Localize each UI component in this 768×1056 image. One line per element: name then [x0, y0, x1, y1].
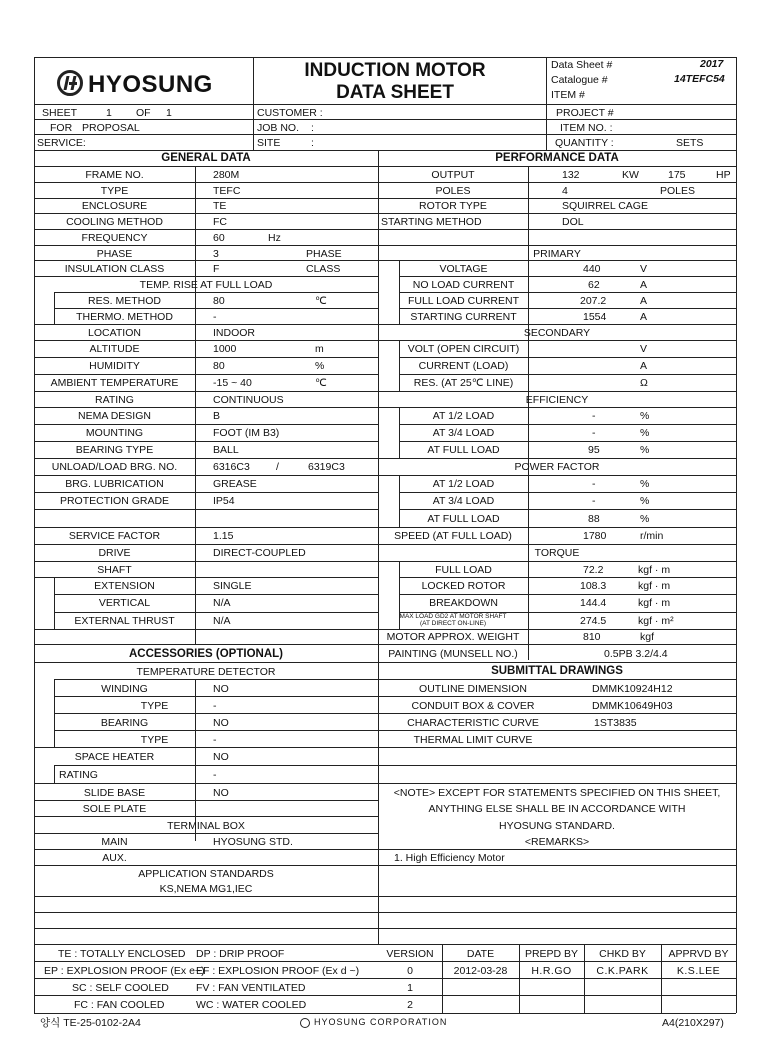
res-25-label: RES. (AT 25℃ LINE): [413, 377, 514, 389]
sheet-no: 1: [106, 107, 112, 119]
form-number: 양식 TE-25-0102-2A4: [40, 1017, 141, 1029]
frame-no-value: 280M: [213, 169, 240, 181]
weight-unit: kgf: [640, 631, 655, 643]
volt-open-circuit-label: VOLT (OPEN CIRCUIT): [407, 343, 520, 355]
external-thrust-label: EXTERNAL THRUST: [74, 615, 175, 627]
pf-34-load-unit: %: [640, 495, 650, 507]
unload-brg-label: UNLOAD/LOAD BRG. NO.: [51, 461, 178, 473]
type-value: TEFC: [213, 185, 241, 197]
brg-lubrication-value: GREASE: [213, 478, 257, 490]
doc-title-line2: DATA SHEET: [336, 82, 454, 103]
eff-half-load-value: -: [592, 410, 596, 422]
bearing-type-label-acc: TYPE: [140, 734, 169, 746]
site-colon: :: [311, 137, 314, 149]
legend-sc: SC : SELF COOLED: [72, 982, 169, 994]
characteristic-curve-value: 1ST3835: [594, 717, 637, 729]
legend-ef: EF : EXPLOSION PROOF (Ex d ~): [196, 965, 360, 977]
bearing-type-value: BALL: [213, 444, 239, 456]
revision-row-date: 2012-03-28: [453, 965, 508, 977]
conduit-box-label: CONDUIT BOX & COVER: [411, 700, 535, 712]
note-line3: HYOSUNG STANDARD.: [499, 820, 615, 832]
terminal-aux-label: AUX.: [102, 852, 127, 864]
protection-grade-value: IP54: [213, 495, 235, 507]
eff-34-load-unit: %: [640, 427, 650, 439]
pf-full-load-label: AT FULL LOAD: [427, 513, 500, 525]
for-label: FOR: [50, 122, 73, 134]
paper-size: A4(210X297): [662, 1017, 724, 1029]
full-load-current-label: FULL LOAD CURRENT: [407, 295, 520, 307]
item-label: ITEM #: [551, 89, 585, 101]
sole-plate-label: SOLE PLATE: [82, 803, 147, 815]
mounting-value: FOOT (IM B3): [213, 427, 280, 439]
starting-method-label: STARTING METHOD: [381, 216, 482, 228]
sheet-label: SHEET: [42, 107, 78, 119]
legend-te: TE : TOTALLY ENCLOSED: [58, 948, 186, 960]
breakdown-label: BREAKDOWN: [429, 597, 498, 609]
rotor-type-value: SQUIRREL CAGE: [562, 200, 648, 212]
slide-base-label: SLIDE BASE: [83, 787, 146, 799]
voltage-label: VOLTAGE: [439, 263, 488, 275]
winding-value: NO: [213, 683, 229, 695]
space-heater-label: SPACE HEATER: [74, 751, 155, 763]
revision-row-prepd: H.R.GO: [531, 965, 572, 977]
insulation-class-label: INSULATION CLASS: [64, 263, 165, 275]
project-label: PROJECT #: [556, 107, 614, 119]
enclosure-label: ENCLOSURE: [81, 200, 148, 212]
gd2-label-line2: (AT DIRECT ON-LINE): [419, 620, 487, 627]
job-no-label: JOB NO.: [257, 122, 300, 134]
job-no-colon: :: [311, 122, 314, 134]
customer-label: CUSTOMER :: [257, 107, 323, 119]
torque-full-load-unit: kgf · m: [638, 564, 671, 576]
pf-half-load-label: AT 1/2 LOAD: [432, 478, 495, 490]
extension-label: EXTENSION: [94, 580, 155, 592]
altitude-value: 1000: [213, 343, 237, 355]
unload-brg-value: 6316C3: [213, 461, 250, 473]
eff-34-load-label: AT 3/4 LOAD: [432, 427, 495, 439]
cooling-method-label: COOLING METHOD: [66, 216, 163, 228]
frequency-label: FREQUENCY: [81, 232, 148, 244]
data-sheet-label: Data Sheet #: [551, 59, 613, 71]
poles-unit: POLES: [660, 185, 696, 197]
note-line1: <NOTE> EXCEPT FOR STATEMENTS SPECIFIED ON THIS SHEET,: [393, 787, 721, 799]
bearing-value: NO: [213, 717, 229, 729]
speed-value: 1780: [583, 530, 607, 542]
starting-current-value: 1554: [583, 311, 607, 323]
ambient-temp-value: -15 ~ 40: [213, 377, 252, 389]
phase-unit: PHASE: [306, 248, 342, 260]
legend-fc: FC : FAN COOLED: [74, 999, 165, 1011]
no-load-current-label: NO LOAD CURRENT: [412, 279, 515, 291]
slide-base-value: NO: [213, 787, 229, 799]
remark-1: 1. High Efficiency Motor: [394, 852, 505, 864]
output-hp-unit: HP: [716, 169, 731, 181]
winding-type-value: -: [213, 700, 217, 712]
pf-34-load-value: -: [592, 495, 596, 507]
shaft-label: SHAFT: [97, 564, 132, 576]
res-25-unit: Ω: [640, 377, 648, 389]
application-standards-value: KS,NEMA MG1,IEC: [159, 883, 253, 895]
revision-date-header: DATE: [466, 948, 495, 960]
pf-34-load-label: AT 3/4 LOAD: [432, 495, 495, 507]
humidity-unit: %: [315, 360, 325, 372]
efficiency-heading: EFFICIENCY: [525, 394, 589, 406]
nema-design-value: B: [213, 410, 221, 422]
phase-value: 3: [213, 248, 219, 260]
terminal-main-value: HYOSUNG STD.: [213, 836, 293, 848]
revision-apprvd-header: APPRVD BY: [668, 948, 729, 960]
nema-design-label: NEMA DESIGN: [78, 410, 151, 422]
revision-row-version: 1: [407, 982, 413, 994]
eff-34-load-value: -: [592, 427, 596, 439]
speed-unit: r/min: [640, 530, 664, 542]
eff-half-load-label: AT 1/2 LOAD: [432, 410, 495, 422]
altitude-label: ALTITUDE: [89, 343, 140, 355]
eff-full-load-unit: %: [640, 444, 650, 456]
weight-value: 810: [583, 631, 601, 643]
locked-rotor-value: 108.3: [580, 580, 607, 592]
brand-name: HYOSUNG: [88, 71, 213, 98]
painting-value: 0.5PB 3.2/4.4: [604, 648, 668, 660]
weight-label: MOTOR APPROX. WEIGHT: [386, 631, 520, 643]
ambient-temp-unit: ℃: [315, 377, 327, 389]
winding-type-label: TYPE: [140, 700, 169, 712]
hyosung-logo-icon: [57, 70, 83, 96]
drive-label: DRIVE: [98, 547, 131, 559]
service-factor-label: SERVICE FACTOR: [68, 530, 161, 542]
legend-ep: EP : EXPLOSION PROOF (Ex e~): [44, 965, 205, 977]
full-load-current-value: 207.2: [580, 295, 607, 307]
mounting-label: MOUNTING: [85, 427, 144, 439]
service-factor-value: 1.15: [213, 530, 234, 542]
locked-rotor-unit: kgf · m: [638, 580, 671, 592]
vertical-value: N/A: [213, 597, 231, 609]
legend-dp: DP : DRIP PROOF: [196, 948, 285, 960]
revision-row-chkd: C.K.PARK: [596, 965, 649, 977]
quantity-label: QUANTITY :: [555, 137, 614, 149]
vertical-label: VERTICAL: [98, 597, 151, 609]
torque-full-load-value: 72.2: [583, 564, 604, 576]
ambient-temp-label: AMBIENT TEMPERATURE: [50, 377, 179, 389]
note-line2: ANYTHING ELSE SHALL BE IN ACCORDANCE WITH: [428, 803, 686, 815]
output-kw-value: 132: [562, 169, 580, 181]
unload-brg-separator: /: [276, 461, 279, 473]
bearing-type-value-acc: -: [213, 734, 217, 746]
revision-chkd-header: CHKD BY: [599, 948, 646, 960]
sheet-total: 1: [166, 107, 172, 119]
torque-full-load-label: FULL LOAD: [435, 564, 492, 576]
brg-lubrication-label: BRG. LUBRICATION: [65, 478, 164, 490]
remarks-heading: <REMARKS>: [524, 836, 590, 848]
doc-title-line1: INDUCTION MOTOR: [304, 60, 486, 81]
service-label: SERVICE:: [37, 137, 86, 149]
output-kw-unit: KW: [622, 169, 639, 181]
extension-value: SINGLE: [213, 580, 252, 592]
catalogue-label: Catalogue #: [551, 74, 608, 86]
secondary-heading: SECONDARY: [523, 327, 591, 339]
thermo-method-value: -: [213, 311, 217, 323]
res-method-unit: ℃: [315, 295, 327, 307]
sheet-of: OF: [136, 107, 151, 119]
locked-rotor-label: LOCKED ROTOR: [421, 580, 506, 592]
application-standards-label: APPLICATION STANDARDS: [138, 868, 274, 880]
accessories-heading: ACCESSORIES (OPTIONAL): [129, 648, 283, 660]
quantity-unit: SETS: [676, 137, 704, 149]
voltage-unit: V: [640, 263, 648, 275]
load-brg-value: 6319C3: [308, 461, 345, 473]
primary-heading: PRIMARY: [533, 248, 581, 260]
revision-prepd-header: PREPD BY: [524, 948, 579, 960]
insulation-class-value: F: [213, 263, 220, 275]
rating-label: RATING: [95, 394, 134, 406]
current-load-label: CURRENT (LOAD): [418, 360, 509, 372]
pf-half-load-unit: %: [640, 478, 650, 490]
protection-grade-label: PROTECTION GRADE: [59, 495, 170, 507]
enclosure-value: TE: [213, 200, 227, 212]
submittal-heading: SUBMITTAL DRAWINGS: [491, 665, 623, 677]
poles-label: POLES: [435, 185, 471, 197]
temp-detector-label: TEMPERATURE DETECTOR: [136, 666, 276, 678]
no-load-current-unit: A: [640, 279, 648, 291]
corporation-name: HYOSUNG CORPORATION: [314, 1017, 448, 1027]
humidity-label: HUMIDITY: [89, 360, 140, 372]
winding-label: WINDING: [101, 683, 148, 695]
legend-fv: FV : FAN VENTILATED: [196, 982, 306, 994]
poles-value: 4: [562, 185, 568, 197]
frame-no-label: FRAME NO.: [85, 169, 144, 181]
terminal-main-label: MAIN: [101, 836, 128, 848]
location-value: INDOOR: [213, 327, 255, 339]
revision-version-header: VERSION: [386, 948, 434, 960]
breakdown-unit: kgf · m: [638, 597, 671, 609]
revision-row-version: 0: [407, 965, 413, 977]
speed-label: SPEED (AT FULL LOAD): [394, 530, 512, 542]
location-label: LOCATION: [88, 327, 141, 339]
terminal-box-label: TERMINAL BOX: [167, 820, 245, 832]
torque-heading: TORQUE: [534, 547, 580, 559]
volt-open-circuit-unit: V: [640, 343, 648, 355]
hyosung-corp-icon: [300, 1018, 310, 1028]
performance-data-heading: PERFORMANCE DATA: [495, 152, 619, 164]
eff-full-load-label: AT FULL LOAD: [427, 444, 500, 456]
revision-row-version: 2: [407, 999, 413, 1011]
temp-rise-label: TEMP. RISE AT FULL LOAD: [139, 279, 273, 291]
gd2-value: 274.5: [580, 615, 607, 627]
space-heater-value: NO: [213, 751, 229, 763]
conduit-box-value: DMMK10649H03: [592, 700, 673, 712]
catalogue-value: 14TEFC54: [674, 73, 725, 85]
general-data-heading: GENERAL DATA: [161, 152, 251, 164]
power-factor-heading: POWER FACTOR: [514, 461, 600, 473]
outline-dimension-value: DMMK10924H12: [592, 683, 673, 695]
breakdown-value: 144.4: [580, 597, 607, 609]
frequency-unit: Hz: [268, 232, 281, 244]
revision-row-apprvd: K.S.LEE: [676, 965, 721, 977]
painting-label: PAINTING (MUNSELL NO.): [388, 648, 518, 660]
type-label: TYPE: [100, 185, 129, 197]
starting-current-unit: A: [640, 311, 648, 323]
eff-full-load-value: 95: [588, 444, 600, 456]
rotor-type-label: ROTOR TYPE: [419, 200, 487, 212]
thermo-method-label: THERMO. METHOD: [76, 311, 173, 323]
pf-full-load-unit: %: [640, 513, 650, 525]
data-sheet-value: 2017: [700, 58, 724, 70]
bearing-label: BEARING: [100, 717, 149, 729]
voltage-value: 440: [583, 263, 601, 275]
full-load-current-unit: A: [640, 295, 648, 307]
res-method-value: 80: [213, 295, 225, 307]
altitude-unit: m: [315, 343, 324, 355]
eff-half-load-unit: %: [640, 410, 650, 422]
drive-value: DIRECT-COUPLED: [213, 547, 306, 559]
thermal-limit-curve-label: THERMAL LIMIT CURVE: [413, 734, 533, 746]
gd2-label-line1: MAX LOAD GD2 AT MOTOR SHAFT: [399, 613, 507, 620]
cooling-method-value: FC: [213, 216, 227, 228]
humidity-value: 80: [213, 360, 225, 372]
current-load-unit: A: [640, 360, 648, 372]
corporation-footer: [300, 1017, 447, 1028]
pf-half-load-value: -: [592, 478, 596, 490]
res-method-label: RES. METHOD: [88, 295, 161, 307]
gd2-unit: kgf · m²: [638, 615, 674, 627]
pf-full-load-value: 88: [588, 513, 600, 525]
output-label: OUTPUT: [431, 169, 475, 181]
bearing-type-label: BEARING TYPE: [75, 444, 154, 456]
heater-rating-value: -: [213, 769, 217, 781]
no-load-current-value: 62: [588, 279, 600, 291]
legend-wc: WC : WATER COOLED: [196, 999, 307, 1011]
insulation-class-unit: CLASS: [306, 263, 341, 275]
item-no-label: ITEM NO. :: [560, 122, 613, 134]
rating-value: CONTINUOUS: [213, 394, 284, 406]
external-thrust-value: N/A: [213, 615, 231, 627]
starting-current-label: STARTING CURRENT: [410, 311, 517, 323]
starting-method-value: DOL: [562, 216, 584, 228]
outline-dimension-label: OUTLINE DIMENSION: [419, 683, 527, 695]
frequency-value: 60: [213, 232, 225, 244]
heater-rating-label: RATING: [59, 769, 98, 781]
phase-label: PHASE: [96, 248, 133, 260]
output-hp-value: 175: [668, 169, 686, 181]
site-label: SITE: [257, 137, 281, 149]
characteristic-curve-label: CHARACTERISTIC CURVE: [407, 717, 539, 729]
for-value: PROPOSAL: [82, 122, 140, 134]
